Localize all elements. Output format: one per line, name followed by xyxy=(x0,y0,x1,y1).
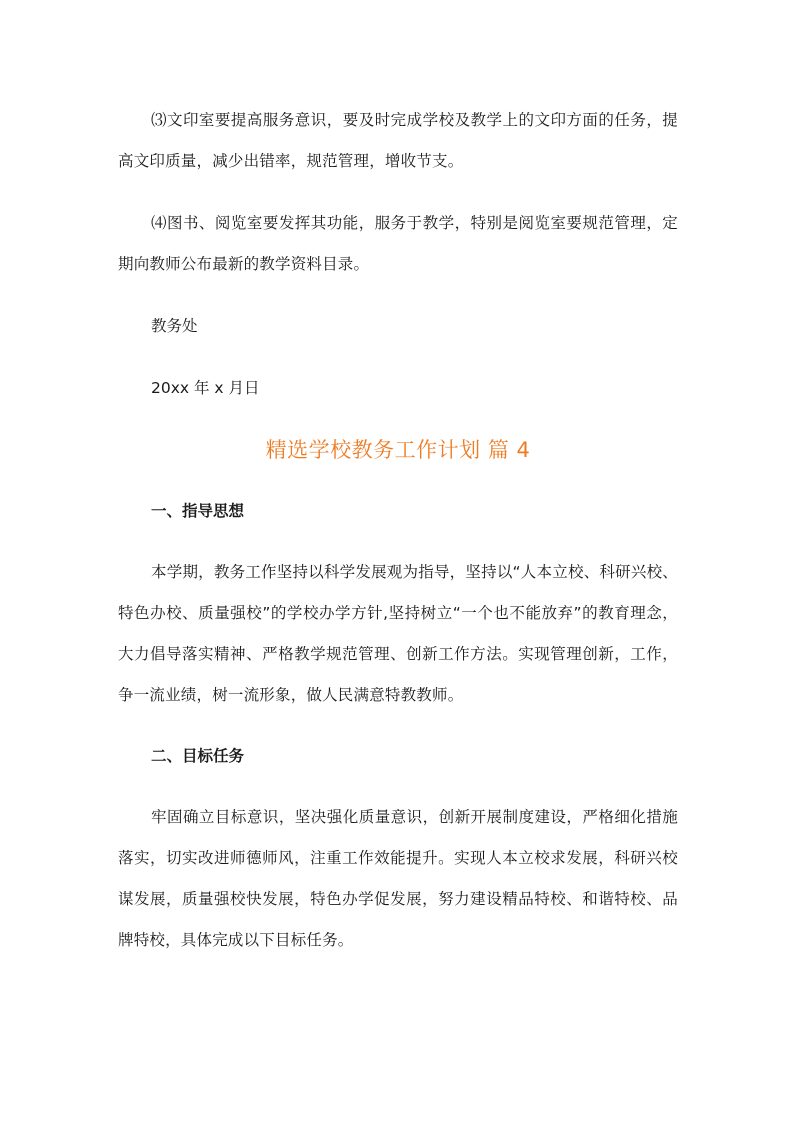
paragraph-goals: 牢固确立目标意识，坚决强化质量意识，创新开展制度建设，严格细化措施落实，切实改进师德师风，注重工作效能提升。实现人本立校求发展，科研兴校谋发展，质量强校快发展，特色办学促发展，努力建设精品特校、和谐特校、品牌特校，具体完成以下目标任务。 xyxy=(118,808,678,949)
document-content xyxy=(118,100,678,961)
signature-department: 教务处 xyxy=(151,317,198,335)
signature-date: 20xx 年 x 月日 xyxy=(151,379,260,397)
paragraph-print-room: ⑶文印室要提高服务意识，要及时完成学校及教学上的文印方面的任务，提高文印质量，减少出错率，规范管理，增收节支。 xyxy=(118,111,678,170)
paragraph-guiding-ideology: 本学期，教务工作坚持以科学发展观为指导，坚持以“人本立校、科研兴校、特色办校、质量强校”的学校办学方针,坚持树立“一个也不能放弃”的教育理念，大力倡导落实精神、严格教学规范管理、创新工作方法。实现管理创新，工作，争一流业绩，树一流形象，做人民满意特教教师。 xyxy=(118,563,678,704)
section-heading-goals: 二、目标任务 xyxy=(151,747,245,765)
paragraph-library: ⑷图书、阅览室要发挥其功能，服务于教学，特别是阅览室要规范管理，定期向教师公布最新的教学资料目录。 xyxy=(118,214,678,273)
section-heading-guiding-ideology: 一、指导思想 xyxy=(151,502,245,520)
section-title: 精选学校教务工作计划 篇 4 xyxy=(265,438,531,462)
